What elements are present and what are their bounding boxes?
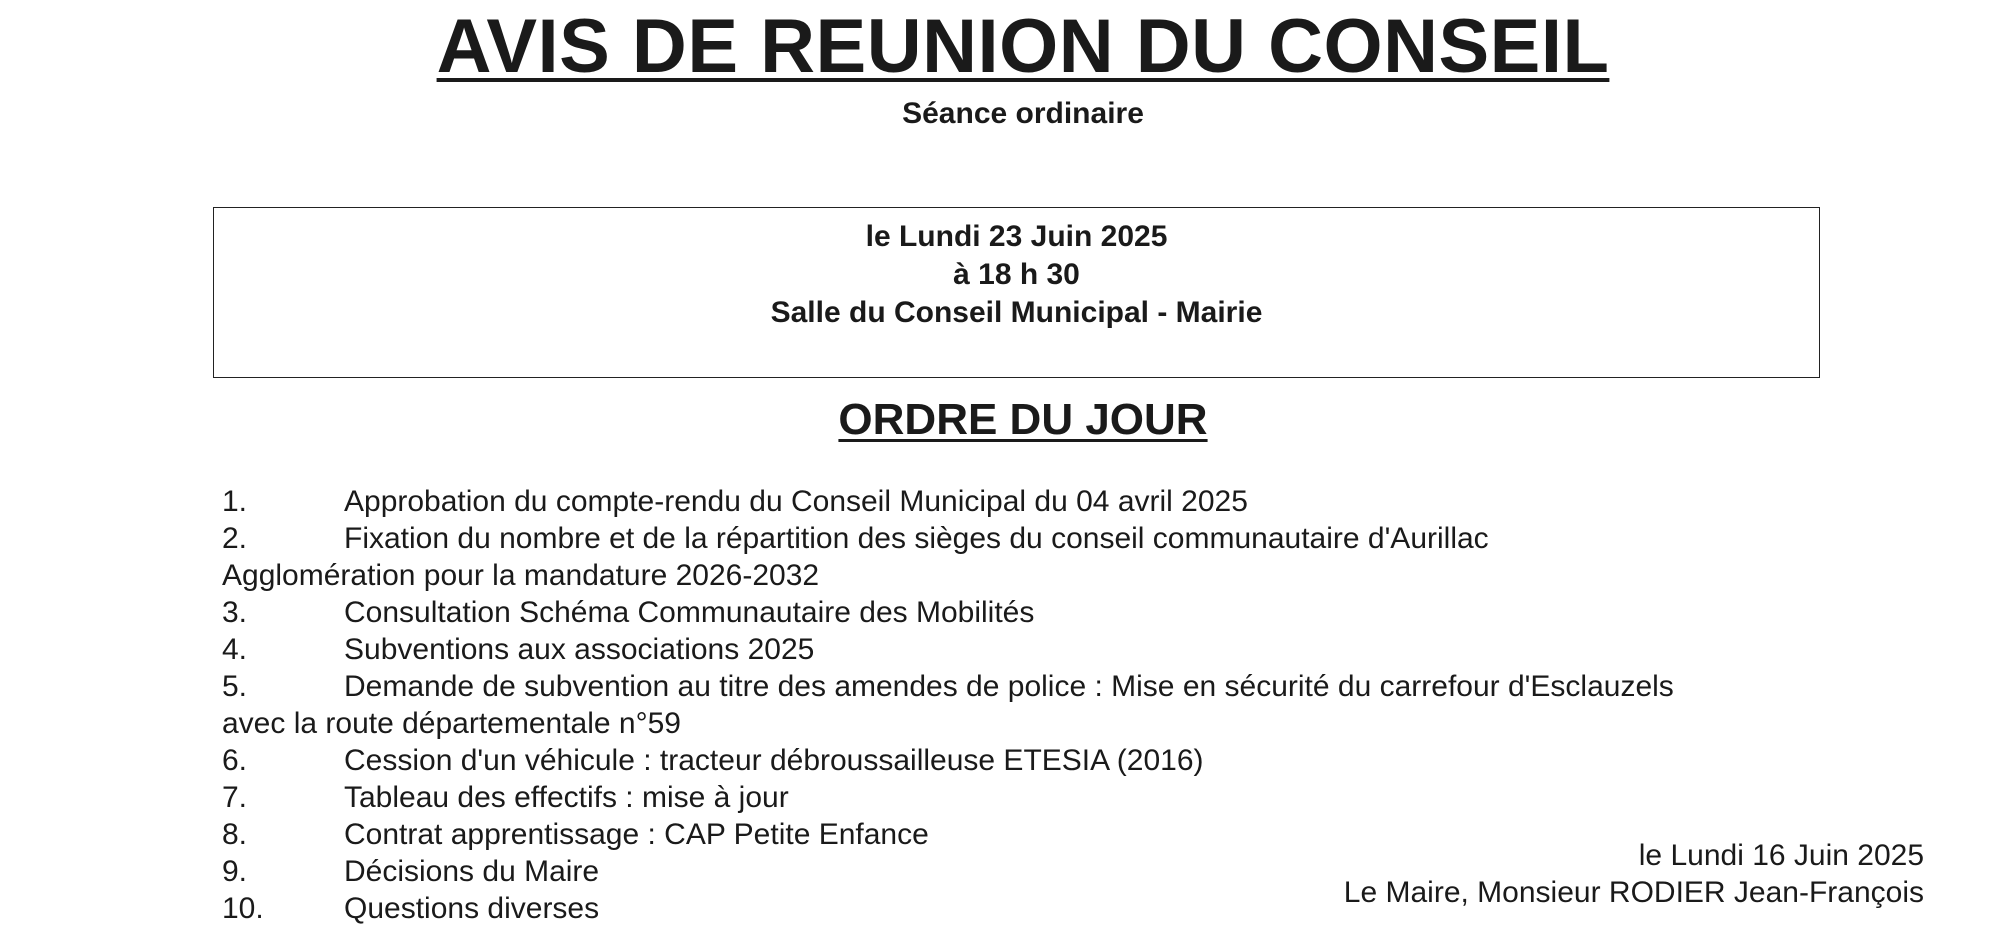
agenda-heading-text: ORDRE DU JOUR: [838, 395, 1208, 444]
signatory-name: Le Maire, Monsieur RODIER Jean-François: [1343, 876, 1924, 909]
signature-date: le Lundi 16 Juin 2025: [1638, 839, 1924, 872]
page-title-text: AVIS DE REUNION DU CONSEIL: [436, 4, 1610, 89]
agenda-item-text: Cession d'un véhicule : tracteur débroussailleuse ETESIA (2016): [344, 744, 1204, 777]
meeting-time: à 18 h 30: [953, 258, 1080, 291]
agenda-item-continuation: Agglomération pour la mandature 2026-2032: [222, 559, 820, 592]
agenda-item: [222, 483, 1862, 520]
agenda-item-number: 10.: [222, 892, 264, 925]
signature-block: [1344, 837, 1924, 911]
agenda-item-text: Décisions du Maire: [344, 855, 600, 888]
agenda-heading: [0, 394, 2000, 446]
agenda-item-text: Approbation du compte-rendu du Conseil Municipal du 04 avril 2025: [344, 485, 1248, 518]
agenda-item-text: Fixation du nombre et de la répartition des sièges du conseil communautaire d'Aurillac: [344, 522, 1489, 555]
page-title: [0, 4, 2000, 90]
agenda-item-text: Subventions aux associations 2025: [344, 633, 815, 666]
agenda-item-number: 7.: [222, 781, 248, 814]
agenda-item: [222, 520, 1862, 557]
agenda-item-number: 9.: [222, 855, 248, 888]
meeting-location: Salle du Conseil Municipal - Mairie: [770, 296, 1263, 329]
agenda-item: [222, 779, 1862, 816]
agenda-item-text: Questions diverses: [344, 892, 600, 925]
agenda-item-number: 2.: [222, 522, 248, 555]
page-subtitle: Séance ordinaire: [902, 97, 1144, 130]
agenda-item-text: Consultation Schéma Communautaire des Mobilités: [344, 596, 1035, 629]
agenda-item-number: 4.: [222, 633, 248, 666]
agenda-item: [222, 668, 1862, 705]
agenda-item-number: 3.: [222, 596, 248, 629]
agenda-item-number: 6.: [222, 744, 248, 777]
agenda-item-text: Demande de subvention au titre des amendes de police : Mise en sécurité du carrefour d'Esclauzels: [344, 670, 1674, 703]
agenda-item: [222, 594, 1862, 631]
agenda-item-number: 8.: [222, 818, 248, 851]
agenda-item-continuation: avec la route départementale n°59: [222, 707, 681, 740]
meeting-details-box: [213, 207, 1820, 378]
agenda-item-number: 5.: [222, 670, 248, 703]
agenda-item: [222, 742, 1862, 779]
agenda-item-text: Contrat apprentissage : CAP Petite Enfance: [344, 818, 929, 851]
agenda-item-text: Tableau des effectifs : mise à jour: [344, 781, 789, 814]
meeting-date: le Lundi 23 Juin 2025: [865, 220, 1168, 253]
agenda-item-number: 1.: [222, 485, 248, 518]
agenda-item: [222, 631, 1862, 668]
